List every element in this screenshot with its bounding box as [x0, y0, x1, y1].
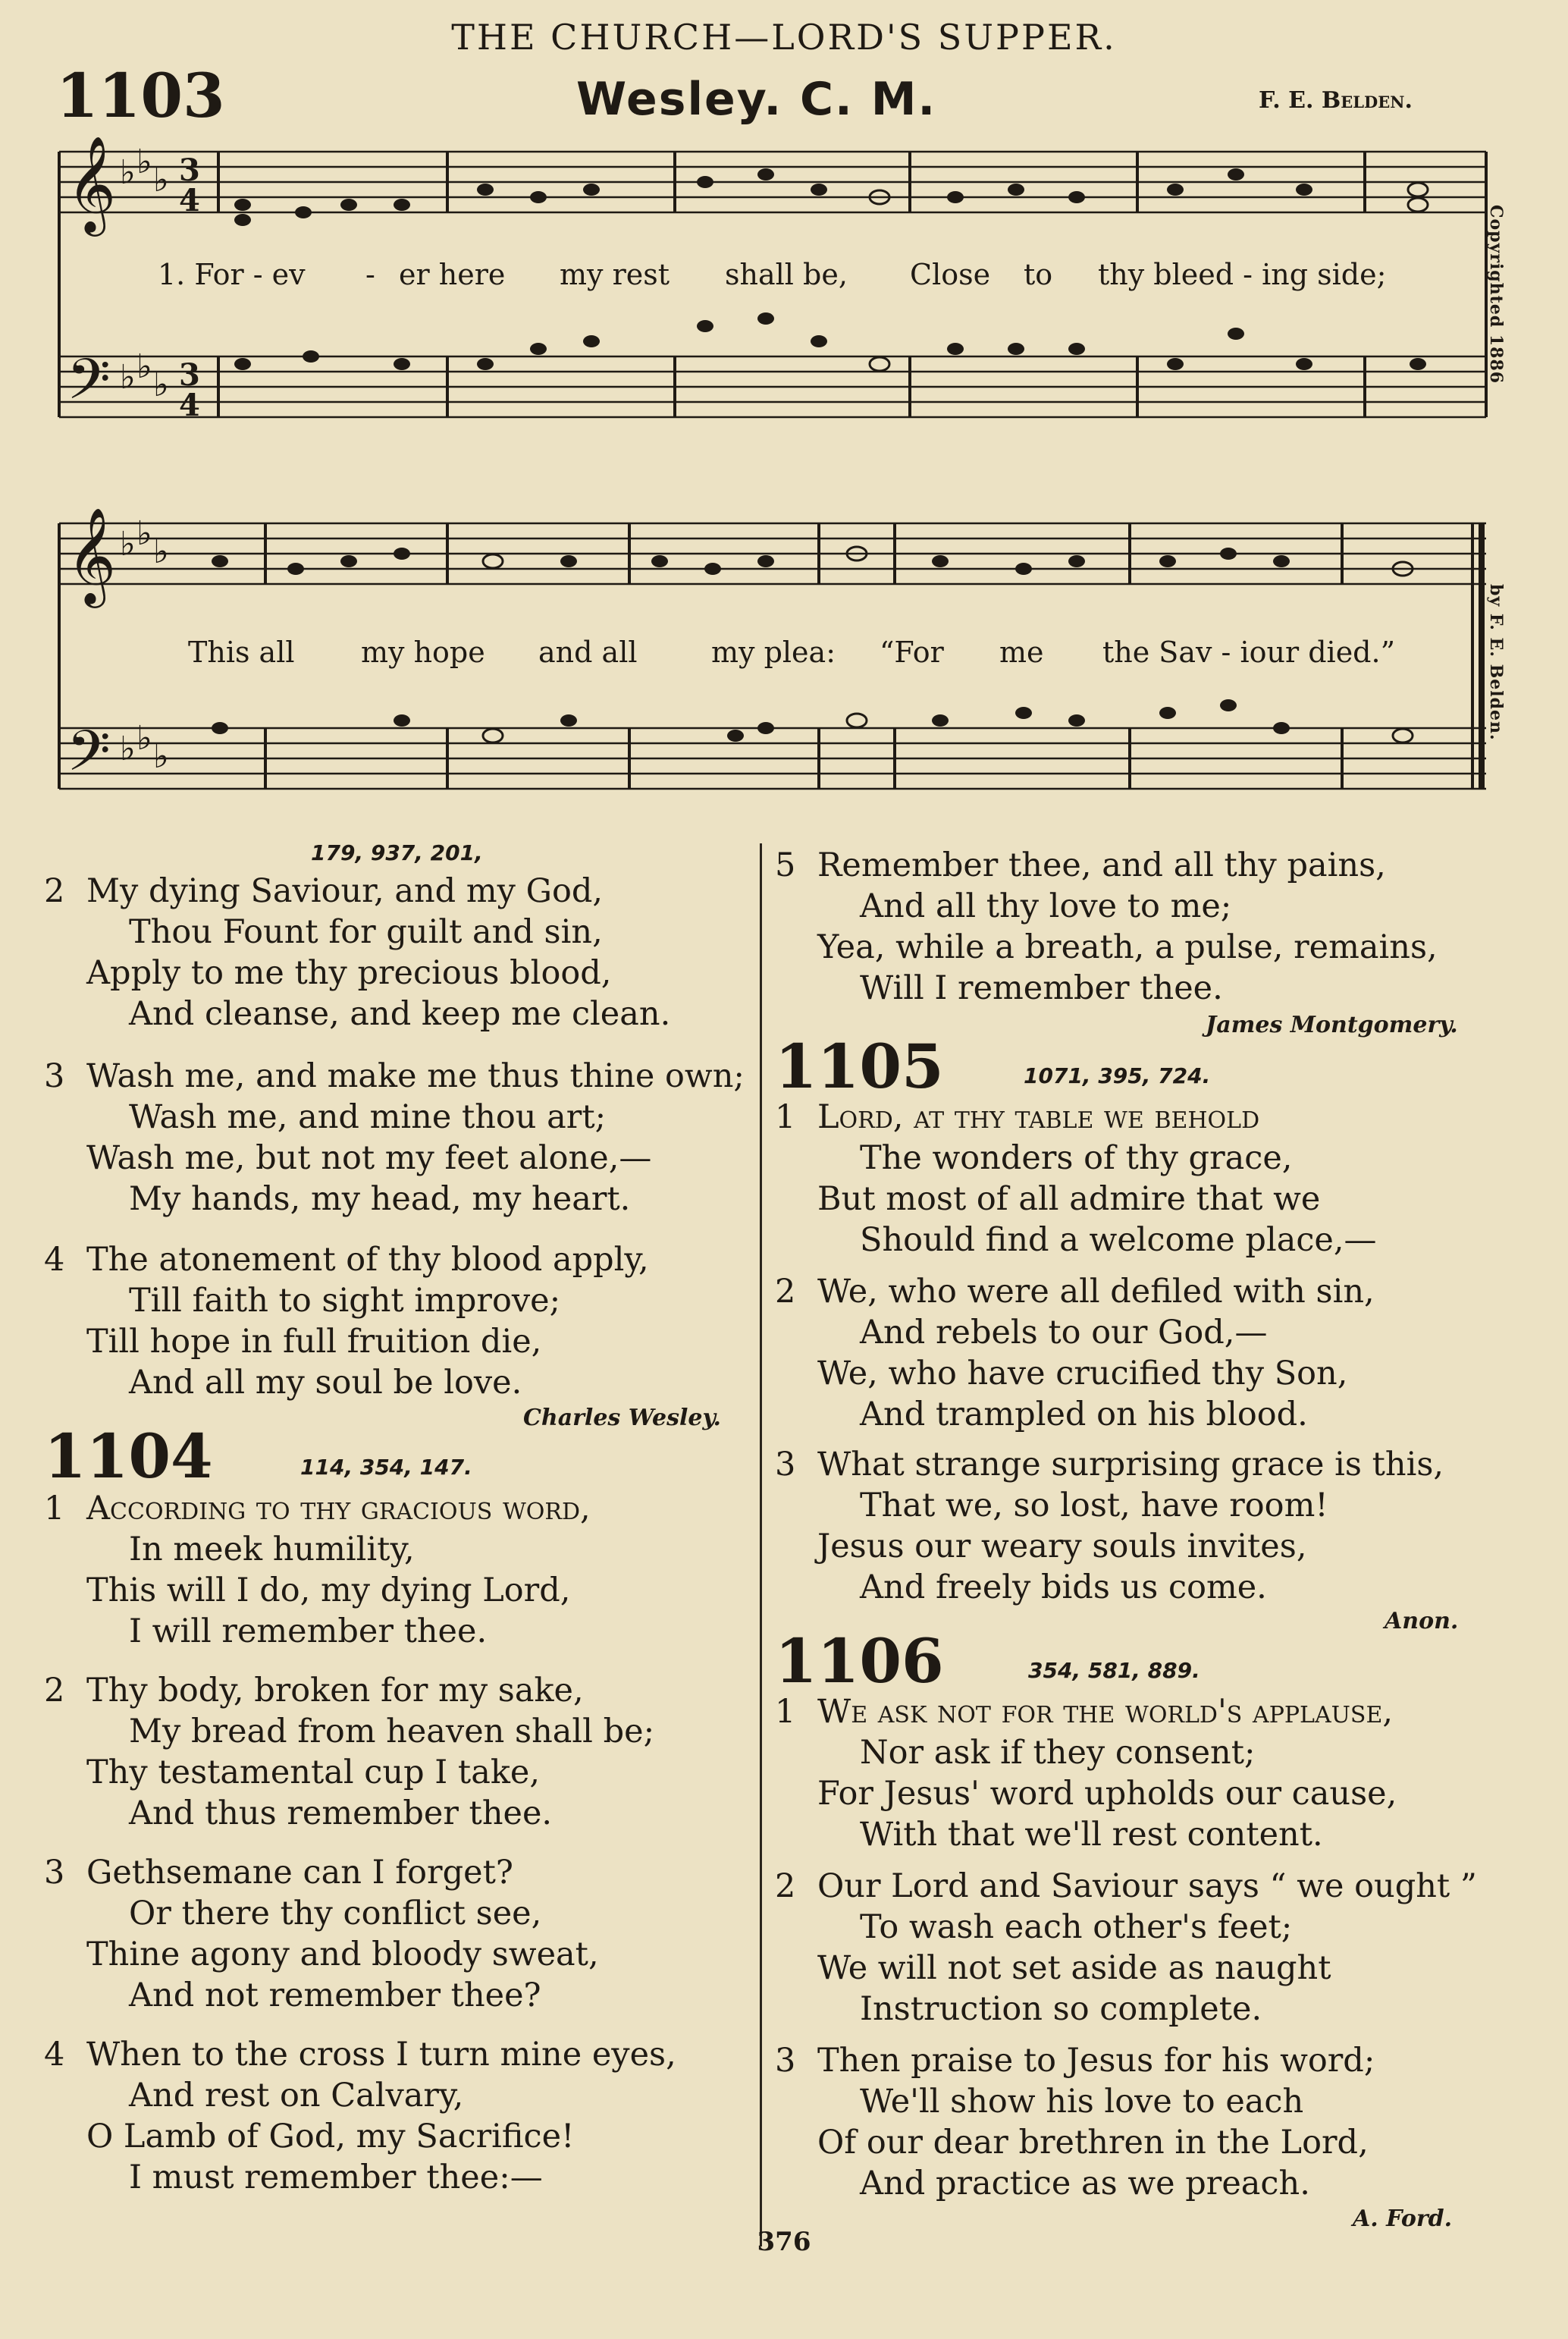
verse-line: And not remember thee? — [129, 1976, 541, 2014]
tunes-ref-1103: 179, 937, 201, — [311, 840, 483, 865]
svg-text:♭: ♭ — [120, 525, 136, 564]
verse-1105-1 — [775, 1097, 1377, 1261]
svg-text:3: 3 — [179, 357, 200, 393]
hymn-number-1103: 1103 — [56, 60, 225, 131]
lyric-1-word-5: shall be, — [725, 258, 848, 291]
tunes-ref-1104: 114, 354, 147. — [300, 1455, 472, 1480]
lyric-2-word-2: my hope — [361, 636, 485, 669]
verse-line: My bread from heaven shall be; — [129, 1713, 655, 1750]
hymn-number-1105: 1105 — [775, 1031, 944, 1102]
svg-text:♭: ♭ — [153, 532, 169, 571]
verse-line: Till faith to sight improve; — [129, 1282, 561, 1320]
verse-line: Or there thy conflict see, — [129, 1895, 542, 1932]
lyric-1-word-3: er here — [399, 258, 506, 291]
verse-line: I will remember thee. — [129, 1612, 488, 1650]
verse-line: According to thy gracious word, — [86, 1490, 591, 1527]
verse-1103-4 — [44, 1239, 649, 1403]
lyric-2-word-3: and all — [538, 636, 638, 669]
verse-1103-2 — [44, 871, 670, 1034]
tunes-ref-1105: 1071, 395, 724. — [1024, 1063, 1211, 1088]
svg-text:4: 4 — [179, 183, 200, 218]
verse-line: Instruction so complete. — [860, 1990, 1262, 2028]
verse-line: When to the cross I turn mine eyes, — [86, 2036, 676, 2074]
verse-number: 1 — [775, 1693, 796, 1731]
svg-text:𝄞: 𝄞 — [67, 137, 117, 232]
verse-1105-2 — [775, 1271, 1375, 1435]
svg-text:♭: ♭ — [120, 730, 136, 768]
verse-line: Should find a welcome place,— — [860, 1221, 1377, 1259]
verse-line: Thy testamental cup I take, — [86, 1753, 541, 1791]
verse-number: 1 — [775, 1098, 796, 1136]
svg-text:𝄢: 𝄢 — [67, 347, 111, 426]
tune-name: Wesley. C. M. — [576, 73, 937, 126]
verse-number: 2 — [775, 1867, 796, 1905]
verse-line: Wash me, but not my feet alone,— — [86, 1139, 652, 1177]
verse-line: The wonders of thy grace, — [860, 1139, 1293, 1177]
verse-line: We will not set aside as naught — [817, 1949, 1331, 1987]
lyric-2-word-4: my plea: — [711, 636, 836, 669]
svg-text:♭: ♭ — [153, 161, 169, 199]
svg-text:♭: ♭ — [136, 347, 152, 386]
hymn-number-1106: 1106 — [775, 1625, 944, 1697]
verse-line: Nor ask if they consent; — [860, 1734, 1256, 1772]
lyric-1-word-8: thy bleed - ing side; — [1098, 258, 1387, 291]
verse-line: And all my soul be love. — [129, 1364, 522, 1402]
verse-number: 3 — [44, 1057, 65, 1095]
author-1106: A. Ford. — [1353, 2206, 1453, 2232]
svg-text:♭: ♭ — [136, 514, 152, 553]
page-number: 376 — [757, 2227, 811, 2257]
svg-text:3: 3 — [179, 152, 200, 188]
verse-line: But most of all admire that we — [817, 1180, 1321, 1218]
verse-line: With that we'll rest content. — [860, 1816, 1323, 1854]
verse-1106-3 — [775, 2040, 1375, 2204]
verse-line: The atonement of thy blood apply, — [86, 1241, 649, 1279]
verse-number: 3 — [775, 1446, 796, 1483]
verse-1104-5 — [775, 845, 1438, 1009]
verse-line: To wash each other's feet; — [860, 1908, 1293, 1946]
verse-line: And all thy love to me; — [860, 887, 1232, 925]
verse-line: Wash me, and mine thou art; — [129, 1098, 607, 1136]
composer: F. E. Belden. — [1259, 87, 1413, 114]
verse-line: Will I remember thee. — [860, 969, 1223, 1007]
verse-line: O Lamb of God, my Sacrifice! — [86, 2118, 575, 2155]
arranger-note: by F. E. Belden. — [1486, 584, 1506, 741]
svg-text:♭: ♭ — [153, 366, 169, 404]
lyric-2-word-6: me — [999, 636, 1044, 669]
lyric-2-word-5: “For — [880, 636, 944, 669]
music-system-1 — [53, 137, 1494, 455]
verse-line: We ask not for the world's applause, — [817, 1693, 1394, 1731]
svg-text:♭: ♭ — [136, 143, 152, 181]
verse-number: 1 — [44, 1490, 65, 1527]
lyric-1-word-7: to — [1024, 258, 1053, 291]
verse-line: I must remember thee:— — [129, 2158, 543, 2196]
lyric-1-word-2: - — [365, 258, 375, 291]
author-1105: Anon. — [1385, 1608, 1459, 1634]
verse-number: 5 — [775, 846, 796, 884]
verse-line: And thus remember thee. — [129, 1794, 553, 1832]
lyric-1-word-1: 1. For - ev — [158, 258, 306, 291]
running-head: THE CHURCH—LORD'S SUPPER. — [451, 17, 1117, 58]
tunes-ref-1106: 354, 581, 889. — [1028, 1658, 1200, 1683]
verse-line: Apply to me thy precious blood, — [86, 954, 612, 992]
author-1103: Charles Wesley. — [523, 1405, 721, 1431]
lyric-2-word-1: This all — [188, 636, 295, 669]
verse-line: Then praise to Jesus for his word; — [817, 2042, 1375, 2080]
verse-line: Yea, while a breath, a pulse, remains, — [817, 928, 1438, 966]
verse-line: This will I do, my dying Lord, — [86, 1571, 571, 1609]
verse-line: We'll show his love to each — [860, 2083, 1304, 2121]
verse-line: And practice as we preach. — [860, 2165, 1310, 2202]
verse-line: Of our dear brethren in the Lord, — [817, 2124, 1369, 2162]
verse-number: 2 — [775, 1273, 796, 1311]
verse-line: For Jesus' word upholds our cause, — [817, 1775, 1397, 1813]
svg-text:𝄢: 𝄢 — [67, 718, 111, 798]
verse-1104-1 — [44, 1488, 591, 1652]
verse-number: 2 — [44, 872, 65, 910]
verse-1106-1 — [775, 1691, 1397, 1855]
verse-line: Thy body, broken for my sake, — [86, 1672, 584, 1710]
verse-number: 2 — [44, 1672, 65, 1710]
svg-text:♭: ♭ — [153, 737, 169, 776]
verse-1104-3 — [44, 1852, 599, 2016]
verse-line: In meek humility, — [129, 1531, 415, 1568]
verse-line: And rest on Calvary, — [129, 2077, 464, 2115]
hymn-number-1104: 1104 — [44, 1421, 213, 1492]
verse-line: And cleanse, and keep me clean. — [129, 995, 671, 1033]
verse-number: 3 — [775, 2042, 796, 2080]
verse-1104-2 — [44, 1670, 654, 1834]
svg-text:4: 4 — [179, 388, 200, 423]
verse-line: My dying Saviour, and my God, — [86, 872, 604, 910]
verse-line: And freely bids us come. — [860, 1568, 1267, 1606]
verse-line: Our Lord and Saviour says “ we ought ” — [817, 1867, 1477, 1905]
verse-line: Jesus our weary souls invites, — [817, 1527, 1307, 1565]
verse-line: And trampled on his blood. — [860, 1396, 1308, 1433]
verse-line: My hands, my head, my heart. — [129, 1180, 631, 1218]
verse-line: And rebels to our God,— — [860, 1314, 1268, 1352]
svg-text:𝄞: 𝄞 — [67, 508, 117, 604]
author-1104: James Montgomery. — [1206, 1012, 1458, 1038]
column-divider — [760, 843, 762, 2246]
lyric-1-word-4: my rest — [560, 258, 670, 291]
verse-line: That we, so lost, have room! — [860, 1487, 1328, 1524]
verse-1104-4 — [44, 2034, 676, 2198]
verse-line: Gethsemane can I forget? — [86, 1854, 513, 1892]
lyric-1-word-6: Close — [910, 258, 991, 291]
verse-1105-3 — [775, 1444, 1444, 1608]
verse-line: Remember thee, and all thy pains, — [817, 846, 1386, 884]
verse-number: 4 — [44, 1241, 65, 1279]
verse-line: Till hope in full fruition die, — [86, 1323, 542, 1361]
verse-line: Thine agony and bloody sweat, — [86, 1936, 599, 1973]
verse-1106-2 — [775, 1866, 1477, 2030]
verse-line: Wash me, and make me thus thine own; — [86, 1057, 745, 1095]
copyright-note: Copyrighted 1886 — [1486, 205, 1506, 385]
verse-line: Thou Fount for guilt and sin, — [129, 913, 603, 951]
verse-line: Lord, at thy table we behold — [817, 1098, 1260, 1136]
verse-1103-3 — [44, 1056, 745, 1220]
svg-text:♭: ♭ — [136, 719, 152, 758]
verse-line: We, who were all defiled with sin, — [817, 1273, 1375, 1311]
verse-line: We, who have crucified thy Son, — [817, 1355, 1348, 1392]
lyric-2-word-7: the Sav - iour died.” — [1102, 636, 1396, 669]
verse-number: 3 — [44, 1854, 65, 1892]
svg-text:♭: ♭ — [120, 358, 136, 397]
verse-line: What strange surprising grace is this, — [817, 1446, 1444, 1483]
verse-number: 4 — [44, 2036, 65, 2074]
svg-text:♭: ♭ — [120, 153, 136, 192]
